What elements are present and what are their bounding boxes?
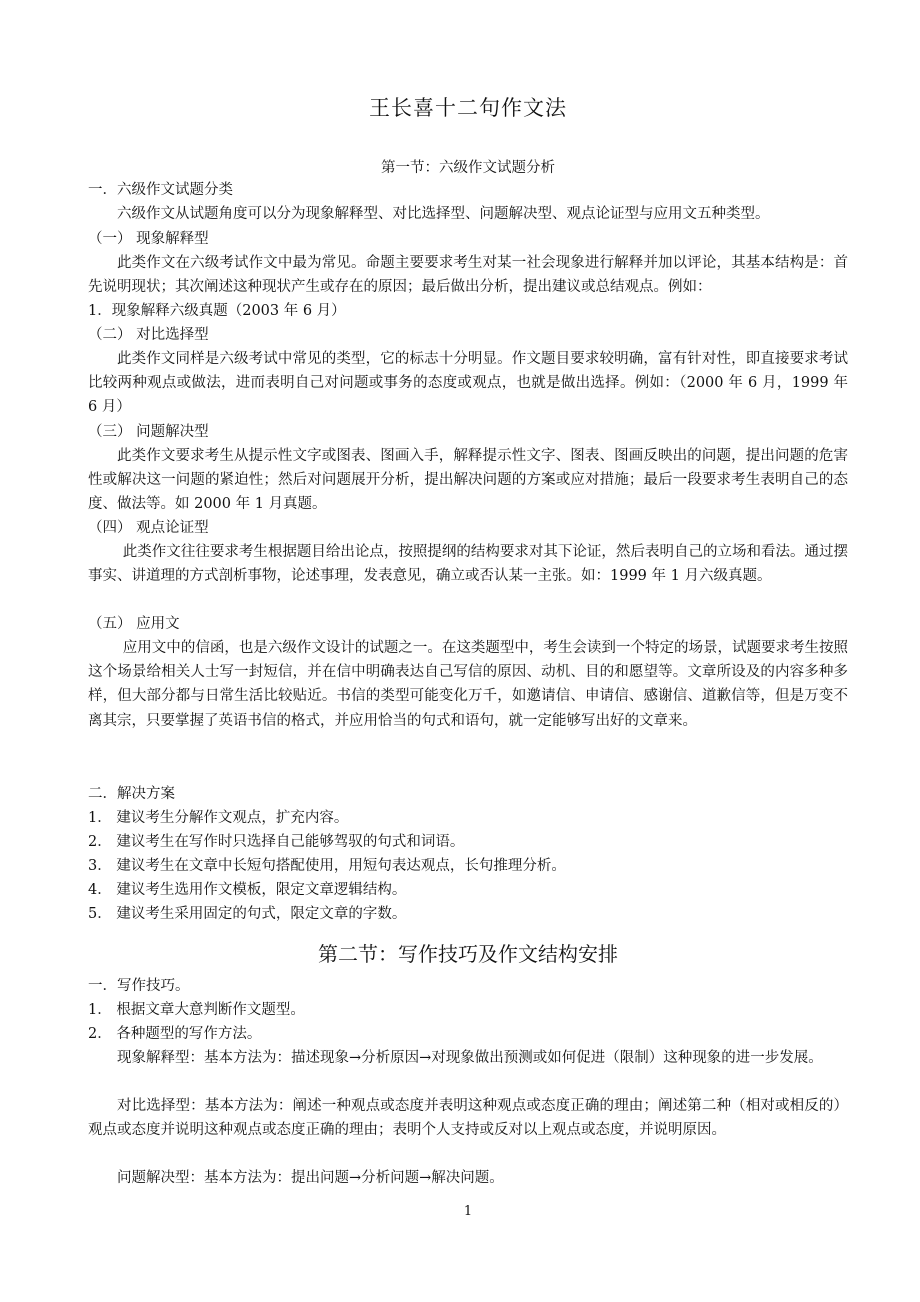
solution-item-2: 2． 建议考生在写作时只选择自己能够驾驭的句式和词语。: [88, 834, 465, 850]
solution-item-4: 4． 建议考生选用作文模板，限定文章逻辑结构。: [88, 882, 407, 898]
type-1-heading: （一） 现象解释型: [88, 231, 209, 247]
document-title: 王长喜十二句作文法: [369, 96, 567, 120]
method-comparison: 对比选择型：基本方法为：阐述一种观点或态度并表明这种观点或态度正确的理由；阐述第二种（相对或相反的）观点或态度并说明这种观点或态度正确的理由；表明个人支持或反对以上观点或态度，并说明原因。: [88, 1098, 848, 1139]
type-5-heading: （五） 应用文: [88, 616, 180, 632]
solution-item-3: 3． 建议考生在文章中长短句搭配使用，用短句表达观点，长句推理分析。: [88, 858, 566, 874]
part1-intro: 六级作文从试题角度可以分为现象解释型、对比选择型、问题解决型、观点论证型与应用文五种类型。: [117, 206, 770, 222]
page-number: 1: [463, 1204, 473, 1219]
type-3-body: 此类作文要求考生从提示性文字或图表、图画入手，解释提示性文字、图表、图画反映出的问题，提出问题的危害性或解决这一问题的紧迫性；然后对问题展开分析，提出解决问题的方案或应对措施；最后一段要求考生表明自己的态度、做法等。如 2000 年 1 月真题。: [88, 448, 848, 513]
type-1-example: 1．现象解释六级真题（2003 年 6 月）: [88, 303, 346, 319]
type-5-body: 应用文中的信函，也是六级作文设计的试题之一。在这类题型中，考生会读到一个特定的场景，试题要求考生按照这个场景给相关人士写一封短信，并在信中明确表达自己写信的原因、动机、目的和愿望等。文章所设及的内容多种多样，但大部分都与日常生活比较贴近。书信的类型可能变化万千，如邀请信、申请信、感谢信、道歉信等，但是万变不离其宗，只要掌握了英语书信的格式，并应用恰当的句式和语句，就一定能够写出好的文章来。: [88, 640, 848, 729]
type-2-heading: （二） 对比选择型: [88, 327, 209, 343]
type-3-heading: （三） 问题解决型: [88, 424, 209, 440]
section1-heading: 第一节：六级作文试题分析: [381, 160, 555, 176]
section2-part1-heading: 一．写作技巧。: [88, 978, 190, 994]
section2-item-1: 1． 根据文章大意判断作文题型。: [88, 1002, 305, 1018]
part2-heading: 二．解决方案: [88, 786, 175, 802]
method-problem-solving: 问题解决型：基本方法为：提出问题→分析问题→解决问题。: [117, 1170, 504, 1186]
type-1-body: 此类作文在六级考试作文中最为常见。命题主要要求考生对某一社会现象进行解释并加以评论，其基本结构是：首先说明现状；其次阐述这种现状产生或存在的原因；最后做出分析，提出建议或总结观点。例如：: [88, 255, 848, 296]
method-phenomenon: 现象解释型：基本方法为：描述现象→分析原因→对现象做出预测或如何促进（限制）这种现象的进一步发展。: [117, 1050, 823, 1066]
solution-item-1: 1． 建议考生分解作文观点，扩充内容。: [88, 810, 349, 826]
part1-heading: 一．六级作文试题分类: [88, 182, 233, 198]
type-2-body: 此类作文同样是六级考试中常见的类型，它的标志十分明显。作文题目要求较明确，富有针对性，即直接要求考试比较两种观点或做法，进而表明自己对问题或事务的态度或观点，也就是做出选择。例如：（2000 年 6 月，1999 年 6 月）: [88, 351, 848, 416]
type-4-heading: （四） 观点论证型: [88, 520, 209, 536]
section2-heading: 第二节：写作技巧及作文结构安排: [318, 942, 618, 966]
section2-item-2: 2． 各种题型的写作方法。: [88, 1026, 262, 1042]
type-4-body: 此类作文往往要求考生根据题目给出论点，按照提纲的结构要求对其下论证，然后表明自己的立场和看法。通过摆事实、讲道理的方式剖析事物，论述事理，发表意见，确立或否认某一主张。如：1999 年 1 月六级真题。: [88, 544, 848, 585]
solution-item-5: 5． 建议考生采用固定的句式，限定文章的字数。: [88, 906, 407, 922]
